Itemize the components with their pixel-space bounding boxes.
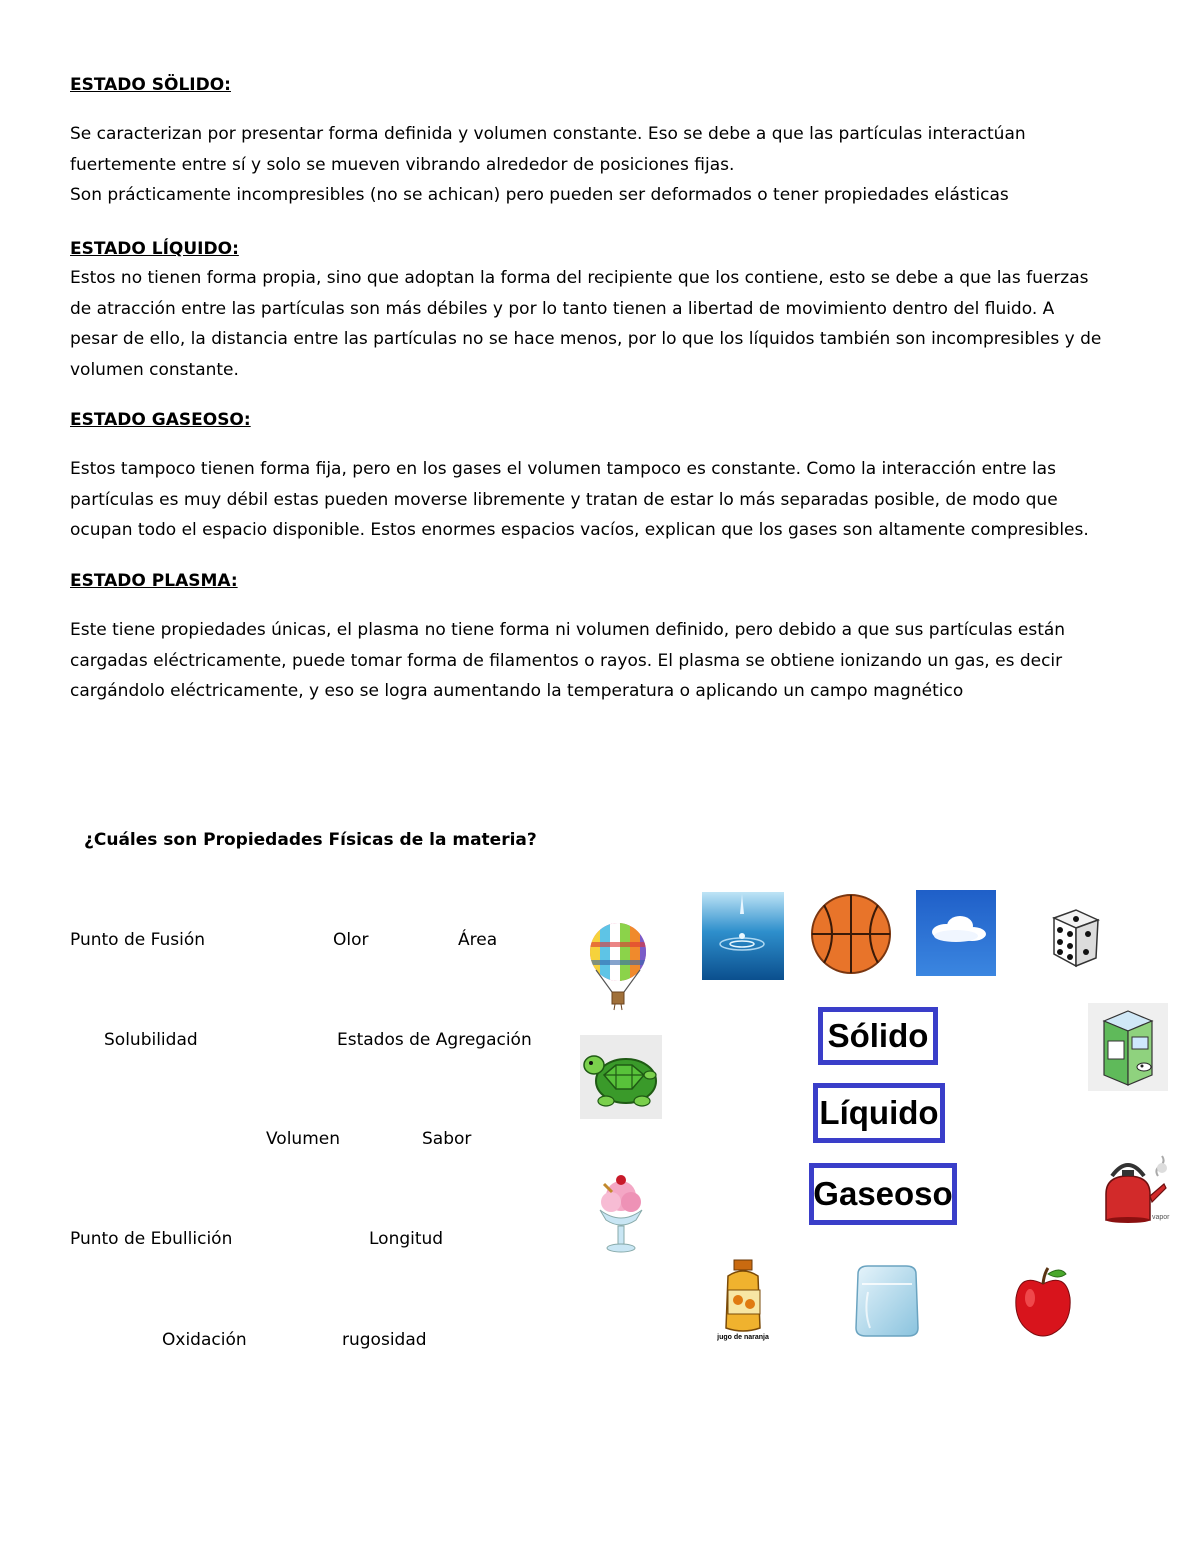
heading-plasma: ESTADO PLASMA: [70, 571, 238, 591]
dice-icon [1046, 904, 1102, 972]
hot-air-balloon-icon [586, 922, 650, 1012]
paragraph-line: volumen constante. [70, 359, 239, 380]
paragraph-liquid [70, 263, 1101, 385]
paragraph-line: Se caracterizan por presentar forma definida y volumen constante. Eso se debe a que las partículas interactúan [70, 124, 1026, 144]
paragraph-solid [70, 119, 1026, 211]
water-drop-icon [702, 892, 784, 980]
paragraph-line: cargándolo eléctricamente, y eso se logra aumentando la temperatura o aplicando un campo magnético [70, 681, 964, 701]
property-word: Solubilidad [104, 1030, 198, 1050]
kettle-icon [1096, 1150, 1172, 1230]
paragraph-line: partículas es muy débil estas pueden moverse libremente y tratan de estar lo más separadas posible, de modo que [70, 489, 1058, 510]
state-label-gas: Gaseoso [809, 1163, 957, 1225]
paragraph-line: Son prácticamente incompresibles (no se achican) pero pueden ser deformados o tener propiedades elásticas [70, 185, 1009, 205]
state-label-solid: Sólido [818, 1007, 938, 1065]
paragraph-line: cargadas eléctricamente, puede tomar forma de filamentos o rayos. El plasma se obtiene ionizando un gas, es decir [70, 650, 1063, 671]
paragraph-plasma [70, 615, 1065, 707]
paragraph-line: Estos no tienen forma propia, sino que adoptan la forma del recipiente que los contiene, esto se debe a que las fuerzas [70, 268, 1089, 288]
cloud-icon [916, 890, 996, 976]
property-word: Olor [333, 930, 369, 950]
heading-solid: ESTADO SÖLIDO: [70, 75, 231, 95]
paragraph-gas [70, 454, 1089, 546]
paragraph-line: Estos tampoco tienen forma fija, pero en los gases el volumen tampoco es constante. Como la interacción entre las [70, 459, 1056, 479]
basketball-icon [810, 893, 892, 975]
ice-cube-icon [848, 1262, 926, 1340]
paragraph-line: ocupan todo el espacio disponible. Estos enormes espacios vacíos, explican que los gases son altamente compresibles. [70, 520, 1089, 540]
turtle-icon [580, 1035, 662, 1119]
paragraph-line: fuertemente entre sí y solo se mueven vibrando alrededor de posiciones fijas. [70, 154, 735, 175]
property-word: Oxidación [162, 1330, 247, 1350]
paragraph-line: de atracción entre las partículas son más débiles y por lo tanto tienen a libertad de movimiento dentro del fluido. A [70, 298, 1055, 319]
heading-liquid: ESTADO LÍQUIDO: [70, 239, 239, 259]
ice-cream-icon [592, 1170, 650, 1256]
property-word: Sabor [422, 1129, 472, 1149]
paragraph-line: Este tiene propiedades únicas, el plasma no tiene forma ni volumen definido, pero debido a que sus partículas están [70, 620, 1066, 640]
juice-bottle-icon [704, 1258, 782, 1341]
property-word: Punto de Fusión [70, 930, 206, 950]
question-heading: ¿Cuáles son Propiedades Físicas de la materia? [84, 830, 537, 850]
property-word: Longitud [369, 1229, 444, 1249]
apple-icon [1012, 1264, 1074, 1340]
juice-caption: jugo de naranja [717, 1334, 769, 1341]
property-word: Área [458, 930, 498, 950]
property-word: Estados de Agregación [337, 1030, 532, 1050]
milk-carton-icon [1088, 1003, 1168, 1091]
property-word: Punto de Ebullición [70, 1229, 233, 1249]
state-label-liquid: Líquido [813, 1083, 945, 1143]
kettle-caption: vapor [1152, 1214, 1170, 1221]
heading-gas: ESTADO GASEOSO: [70, 410, 251, 430]
property-word: Volumen [266, 1129, 341, 1149]
property-word: rugosidad [342, 1330, 427, 1350]
paragraph-line: pesar de ello, la distancia entre las partículas no se hace menos, por lo que los líquidos también son incompresibles y de [70, 329, 1102, 349]
